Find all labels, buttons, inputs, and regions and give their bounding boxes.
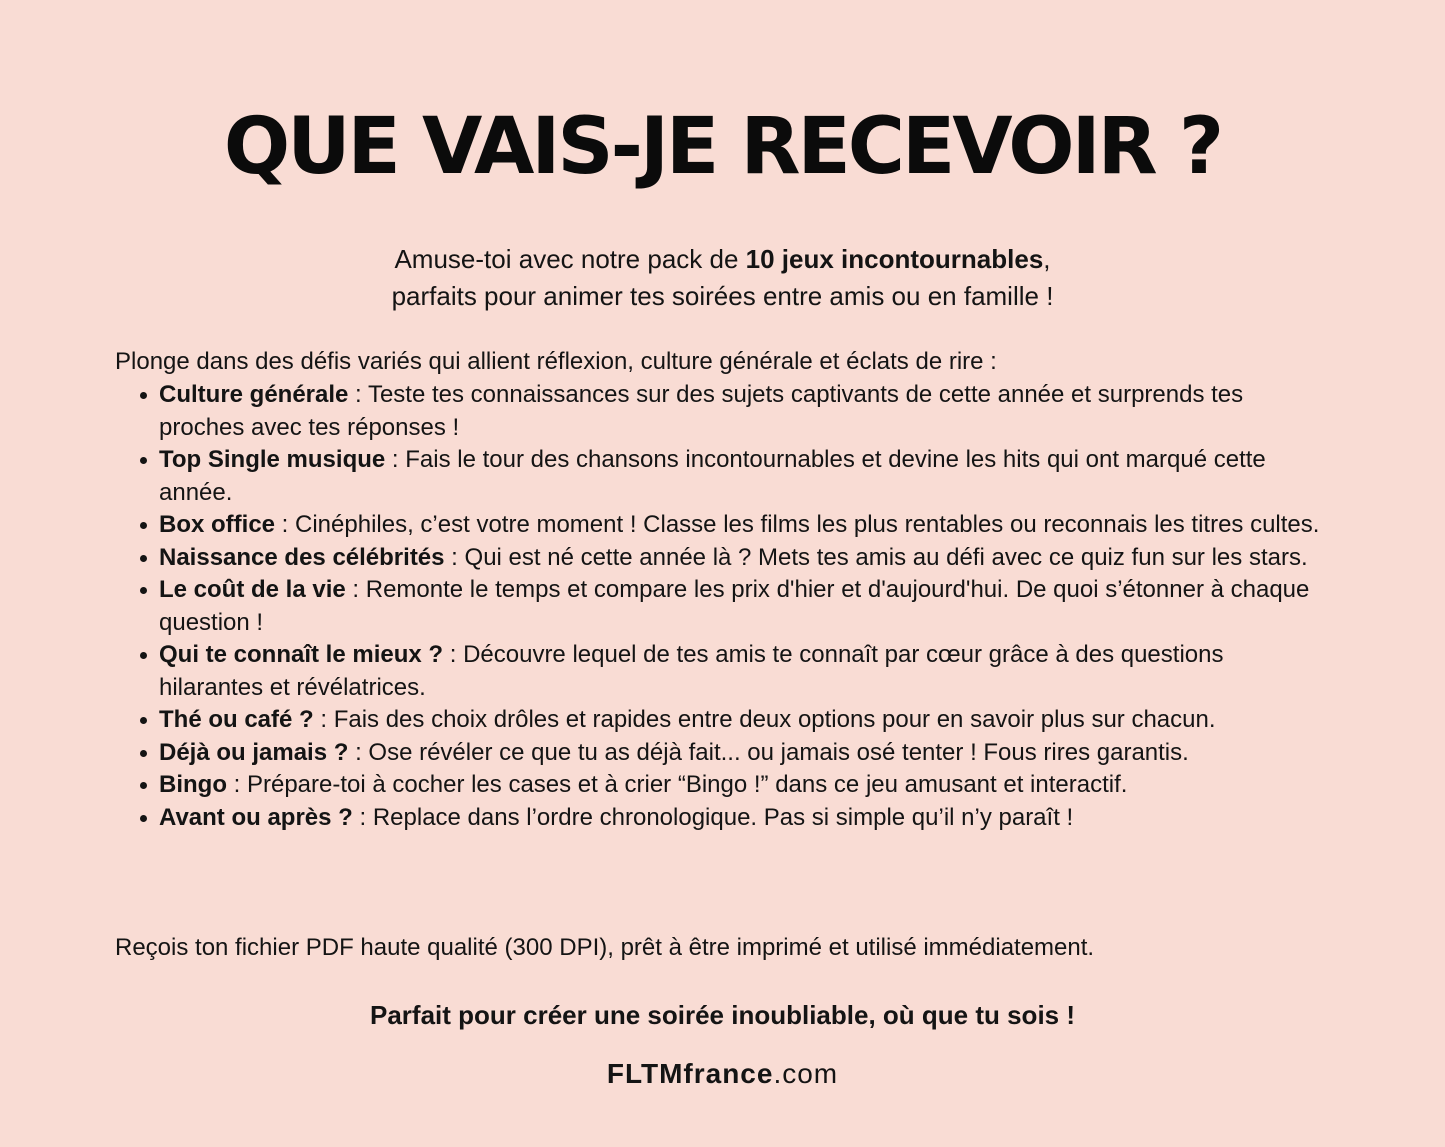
game-item	[159, 802, 1334, 835]
website-brand: FLTMfrance	[606, 1058, 774, 1089]
game-description: : Replace dans l’ordre chronologique. Pas si simple qu’il n’y paraît !	[352, 803, 1074, 831]
game-description: : Découvre lequel de tes amis te connaît par cœur grâce à des questions hilarantes et révélatrices.	[159, 641, 1224, 701]
game-item	[159, 509, 1334, 542]
game-item	[159, 542, 1334, 575]
website-tld: .com	[773, 1058, 839, 1089]
game-name: Avant ou après ?	[159, 803, 353, 831]
game-item	[159, 737, 1334, 770]
game-name: Top Single musique	[159, 446, 386, 473]
game-name: Naissance des célébrités	[159, 543, 445, 571]
game-description: : Fais des choix drôles et rapides entre deux options pour en savoir plus sur chacun.	[313, 706, 1216, 733]
game-name: Box office	[159, 511, 276, 538]
game-description: : Teste tes connaissances sur des sujets captivants de cette année et surprends tes proches avec tes réponses !	[159, 381, 1244, 441]
game-description: : Remonte le temps et compare les prix d'hier et d'aujourd'hui. De quoi s’étonner à chaque question !	[159, 576, 1310, 636]
tagline: Parfait pour créer une soirée inoubliable, où que tu sois !	[369, 1000, 1076, 1030]
intro-highlight: 10 jeux incontournables	[745, 244, 1044, 274]
intro-paragraph	[0, 241, 1445, 315]
intro-line-2: parfaits pour animer tes soirées entre amis ou en famille !	[391, 281, 1054, 311]
game-description: : Prépare-toi à cocher les cases et à crier “Bingo !” dans ce jeu amusant et interactif.	[226, 771, 1128, 798]
game-name: Déjà ou jamais ?	[159, 738, 349, 766]
game-item	[159, 574, 1334, 639]
game-name: Bingo	[159, 771, 227, 798]
game-item	[159, 379, 1334, 444]
game-description: : Fais le tour des chansons incontournables et devine les hits qui ont marqué cette année.	[159, 446, 1266, 506]
game-description: : Qui est né cette année là ? Mets tes amis au défi avec ce quiz fun sur les stars.	[444, 543, 1308, 571]
file-info-text: Reçois ton fichier PDF haute qualité (300 DPI), prêt à être imprimé et utilisé immédiatement.	[115, 934, 1095, 961]
game-name: Thé ou café ?	[159, 706, 314, 733]
page-title: QUE VAIS-JE RECEVOIR ?	[223, 102, 1222, 192]
games-list	[159, 379, 1334, 834]
game-item	[159, 639, 1334, 704]
game-item	[159, 704, 1334, 737]
intro-line-1	[0, 241, 1445, 278]
website-link[interactable]	[0, 1055, 1445, 1093]
game-description: : Cinéphiles, c’est votre moment ! Classe les films les plus rentables ou reconnais les titres cultes.	[275, 511, 1320, 538]
intro-text: Amuse-toi avec notre pack de	[394, 244, 746, 274]
intro-punctuation: ,	[1043, 244, 1051, 274]
game-name: Le coût de la vie	[159, 576, 346, 603]
games-intro-text: Plonge dans des défis variés qui allient réflexion, culture générale et éclats de rire :	[115, 348, 997, 375]
game-item	[159, 444, 1334, 509]
game-item	[159, 769, 1334, 802]
game-description: : Ose révéler ce que tu as déjà fait... ou jamais osé tenter ! Fous rires garantis.	[348, 738, 1189, 766]
game-name: Culture générale	[159, 381, 349, 408]
game-name: Qui te connaît le mieux ?	[159, 641, 444, 668]
